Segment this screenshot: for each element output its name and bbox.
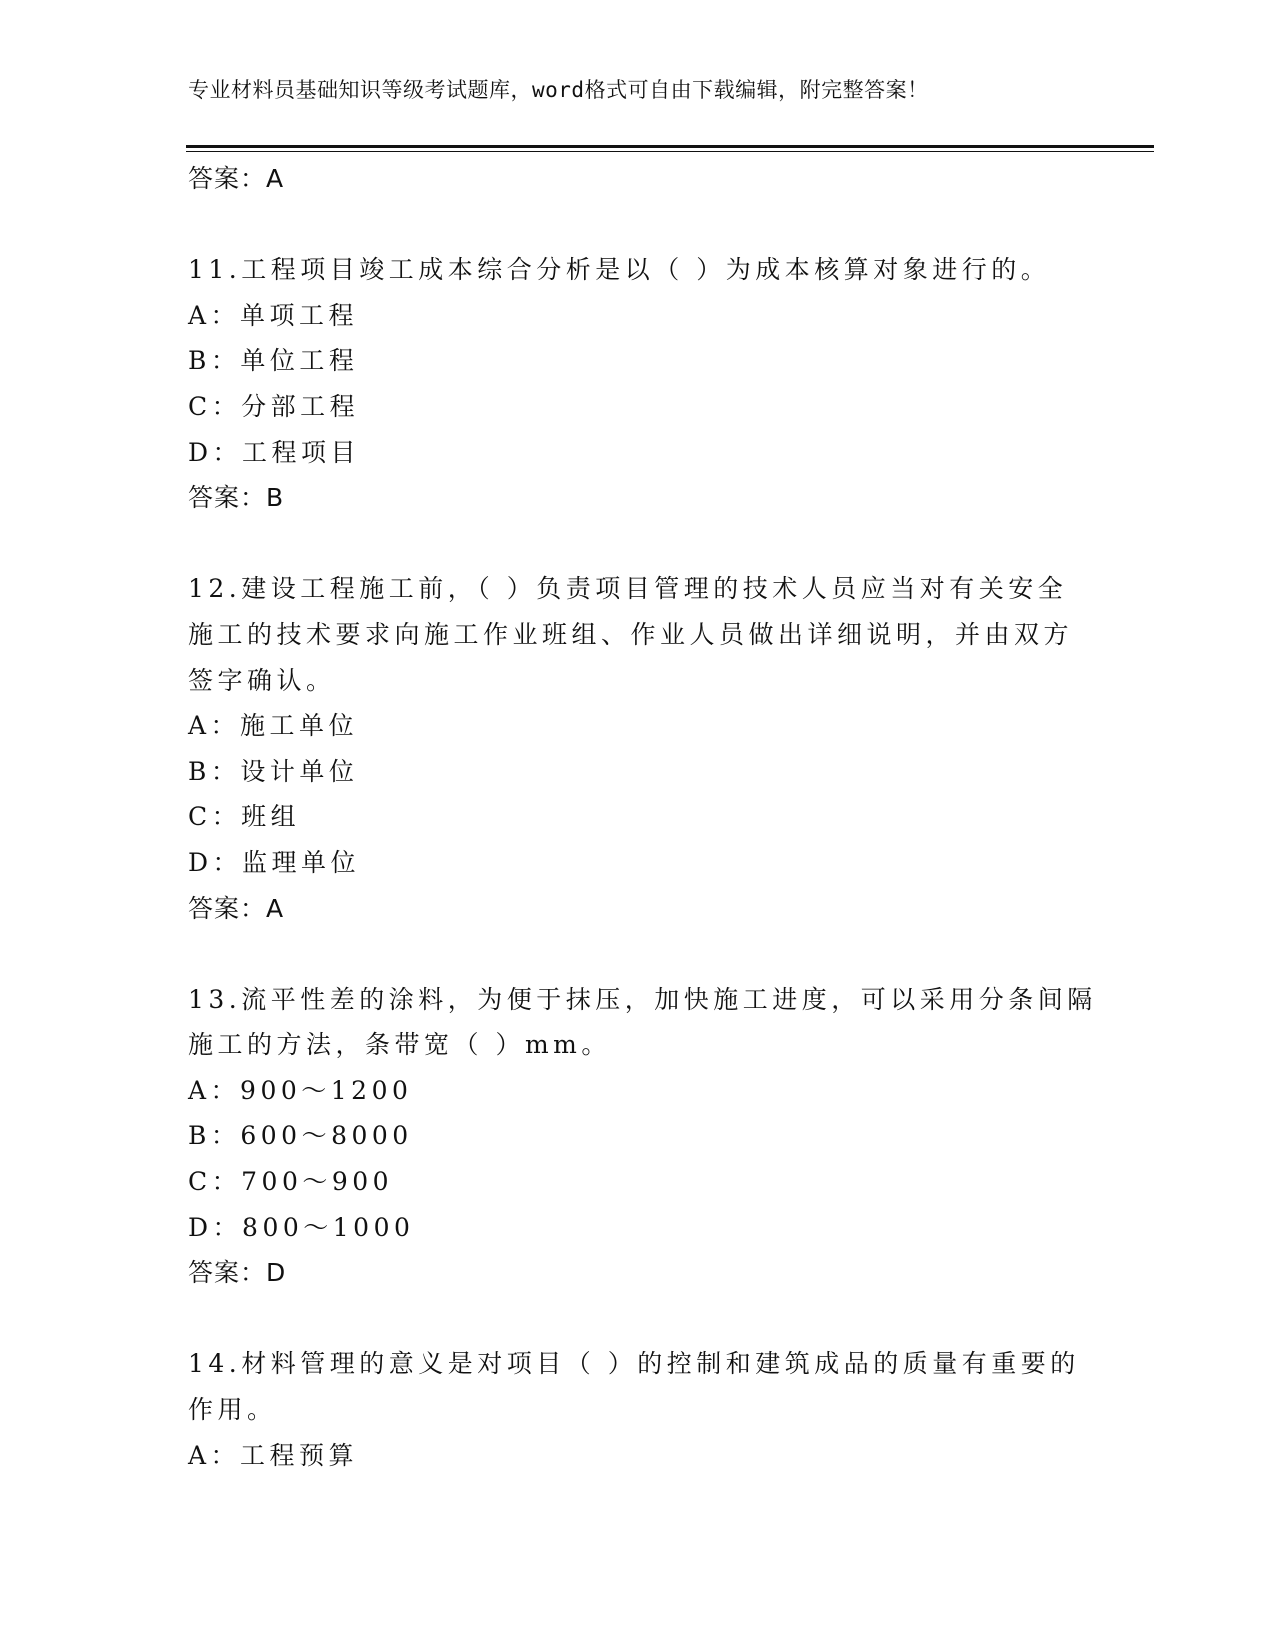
option-c: C：分部工程 bbox=[188, 391, 360, 421]
question-stem: 施工的方法，条带宽（ ）mm。 bbox=[188, 1030, 611, 1060]
question-stem: 签字确认。 bbox=[188, 665, 336, 695]
option-d: D：监理单位 bbox=[188, 847, 361, 877]
option-d: D：800～1000 bbox=[188, 1212, 415, 1242]
question-list bbox=[188, 156, 1097, 1478]
header-rule-thick bbox=[186, 145, 1154, 148]
option-b: B：设计单位 bbox=[188, 756, 359, 786]
question-stem: 施工的技术要求向施工作业班组、作业人员做出详细说明，并由双方 bbox=[188, 619, 1074, 649]
question-stem: 11.工程项目竣工成本综合分析是以（ ）为成本核算对象进行的。 bbox=[188, 255, 1051, 285]
question-14 bbox=[188, 1341, 1088, 1478]
page-header: 专业材料员基础知识等级考试题库，word格式可自由下载编辑，附完整答案！ bbox=[188, 78, 929, 102]
option-c: C：700～900 bbox=[188, 1167, 394, 1197]
option-d: D：工程项目 bbox=[188, 437, 361, 467]
answer-line: 答案：A bbox=[188, 164, 285, 193]
answer-line: 答案：A bbox=[188, 893, 285, 923]
option-a: A：900～1200 bbox=[188, 1075, 413, 1105]
answer-line: 答案：B bbox=[188, 483, 285, 513]
header-rule-thin bbox=[186, 151, 1154, 152]
question-stem: 13.流平性差的涂料，为便于抹压，加快施工进度，可以采用分条间隔 bbox=[188, 984, 1097, 1014]
question-13 bbox=[188, 977, 1097, 1296]
option-c: C：班组 bbox=[188, 802, 301, 832]
option-a: A：施工单位 bbox=[188, 711, 359, 741]
question-12 bbox=[188, 566, 1088, 931]
answer-line: 答案：D bbox=[188, 1258, 287, 1288]
option-b: B：单位工程 bbox=[188, 346, 359, 376]
question-stem: 14.材料管理的意义是对项目（ ）的控制和建筑成品的质量有重要的 bbox=[188, 1349, 1080, 1379]
option-a: A：单项工程 bbox=[188, 300, 359, 330]
question-stem: 12.建设工程施工前，（ ）负责项目管理的技术人员应当对有关安全 bbox=[188, 574, 1068, 604]
question-11 bbox=[188, 247, 1088, 521]
question-stem: 作用。 bbox=[188, 1395, 277, 1425]
option-a: A：工程预算 bbox=[188, 1440, 359, 1470]
option-b: B：600～8000 bbox=[188, 1121, 413, 1151]
